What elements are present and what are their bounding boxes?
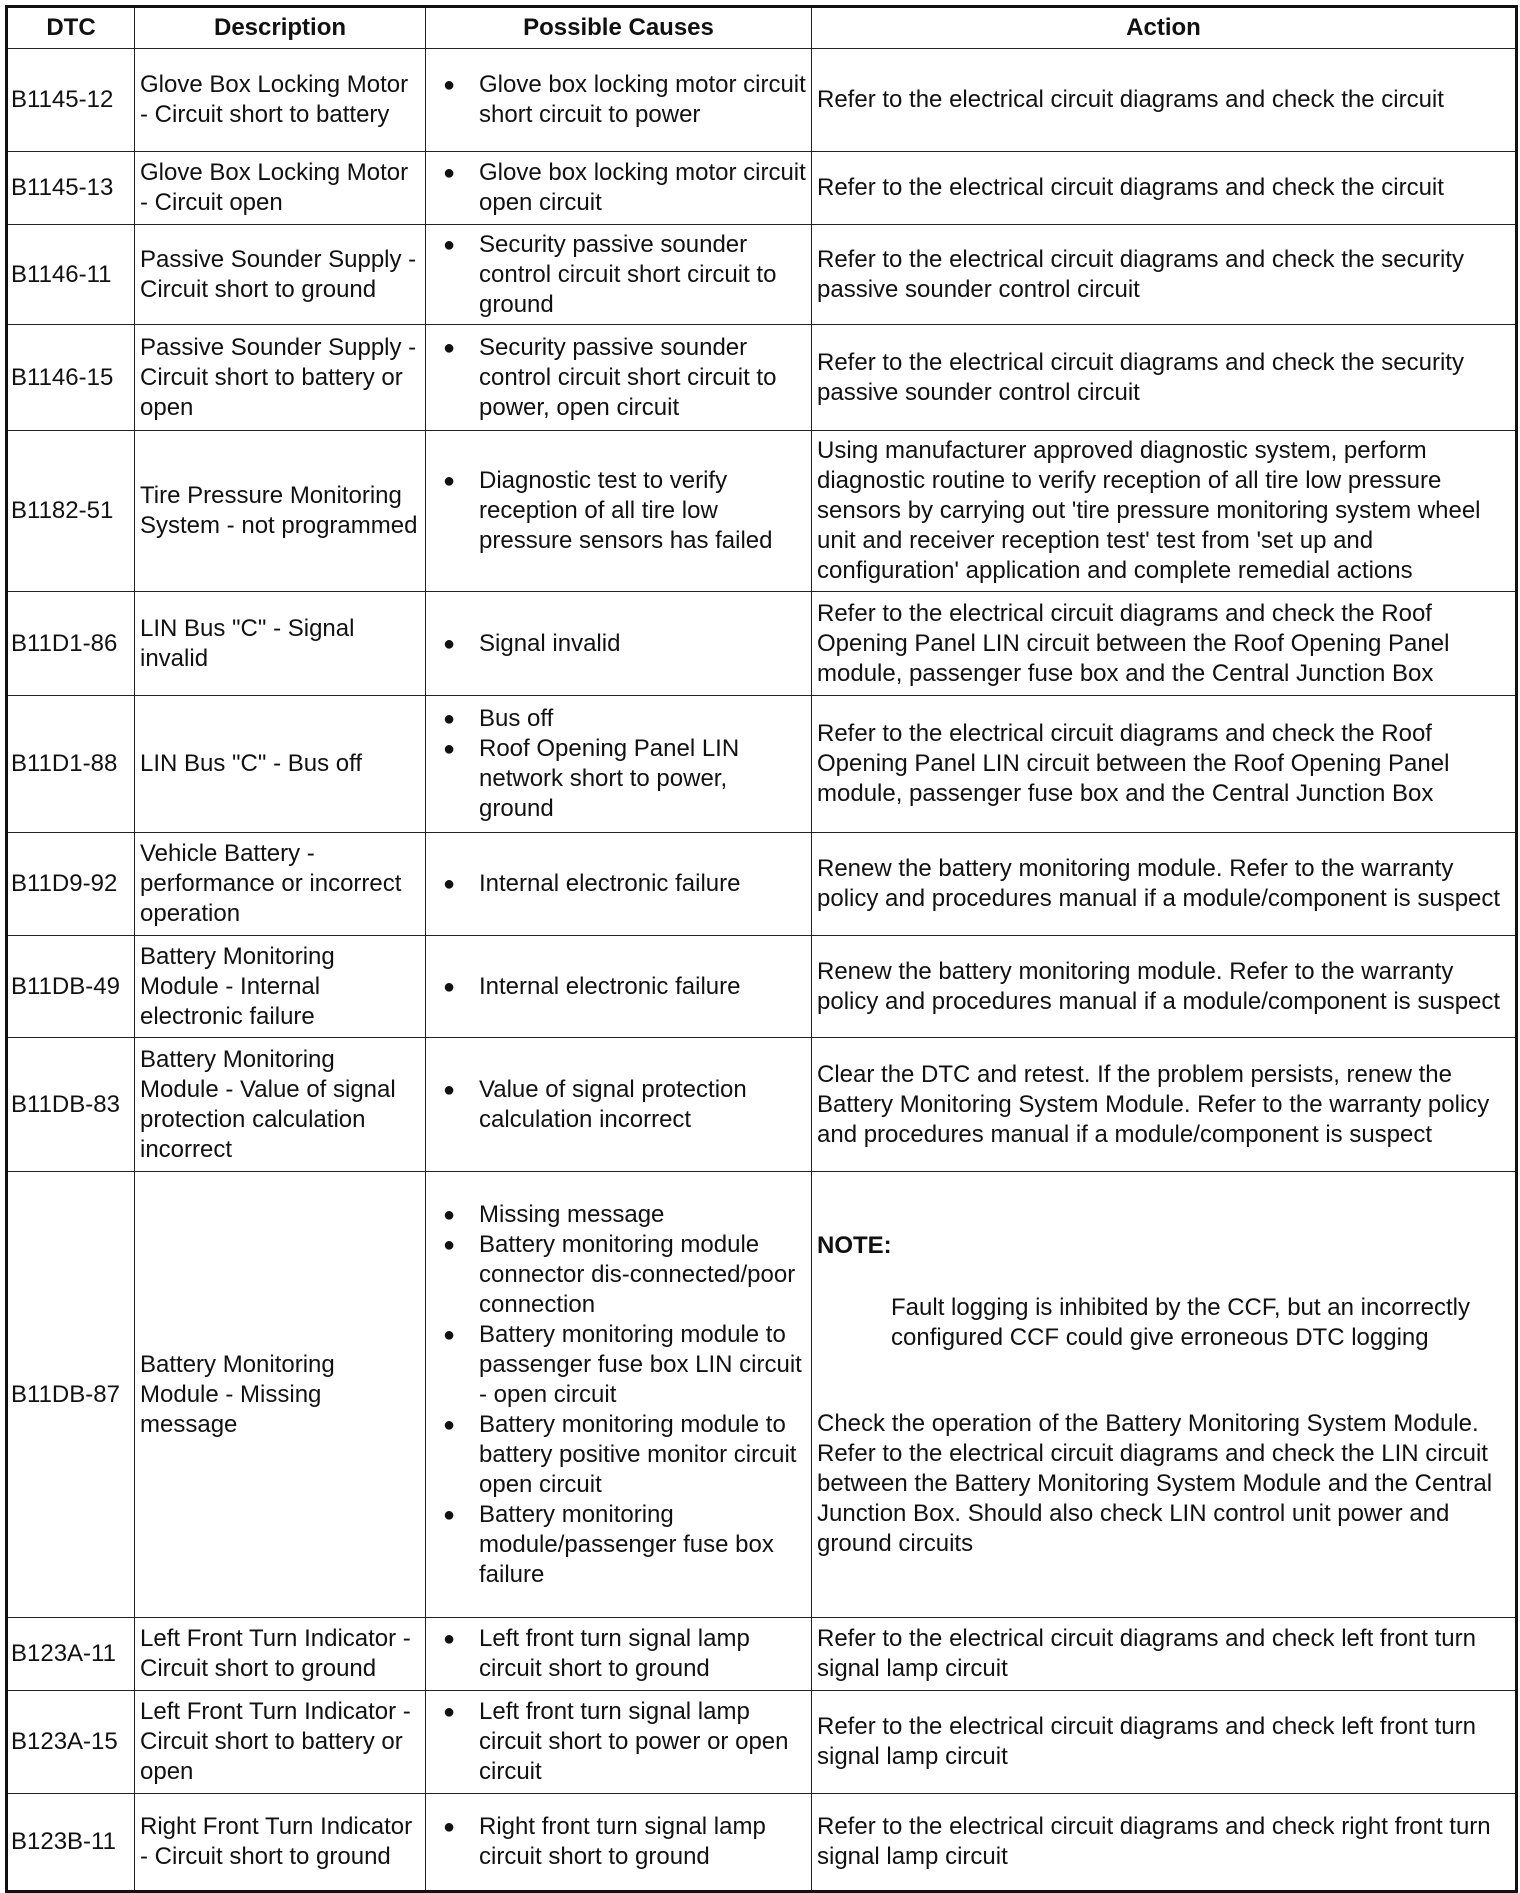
- causes-list: [431, 869, 806, 899]
- action-cell: [812, 592, 1517, 696]
- description-cell: Left Front Turn Indicator - Circuit short to battery or open: [135, 1691, 426, 1794]
- cause-text: Left front turn signal lamp circuit short to power or open circuit: [479, 1698, 789, 1785]
- bullet-icon: ●: [443, 1628, 456, 1650]
- bullet-icon: ●: [443, 1413, 456, 1436]
- cause-item: [443, 1230, 806, 1320]
- action-cell: [812, 936, 1517, 1038]
- action-text: Renew the battery monitoring module. Refer to the warranty policy and procedures manual if a module/component is suspect: [817, 855, 1501, 912]
- description-cell: Glove Box Locking Motor - Circuit open: [135, 152, 426, 225]
- dtc-code: B11DB-87: [7, 1172, 135, 1618]
- causes-cell: [426, 225, 812, 325]
- cause-text: Battery monitoring module to passenger fuse box LIN circuit - open circuit: [479, 1320, 802, 1408]
- description-cell: Left Front Turn Indicator - Circuit short to ground: [135, 1618, 426, 1691]
- action-text: Check the operation of the Battery Monitoring System Module. Refer to the electrical circuit diagrams and check the LIN circuit between the Battery Monitoring System Module and the Central Junction Box. Should also check LIN control unit power and ground circuits: [817, 1409, 1493, 1557]
- dtc-table: [5, 5, 1518, 1893]
- note-label: NOTE:: [817, 1231, 892, 1259]
- causes-cell: [426, 431, 812, 592]
- table-row: [7, 1794, 1517, 1892]
- dtc-code: B123B-11: [7, 1794, 135, 1892]
- bullet-icon: ●: [443, 975, 456, 998]
- cause-text: Security passive sounder control circuit short circuit to power, open circuit: [479, 333, 777, 421]
- action-cell: [812, 696, 1517, 833]
- cause-item: [443, 230, 806, 320]
- causes-cell: [426, 592, 812, 696]
- bullet-icon: ●: [443, 1816, 456, 1838]
- action-cell: [812, 1691, 1517, 1794]
- cause-text: Diagnostic test to verify reception of all tire low pressure sensors has failed: [479, 467, 773, 554]
- cause-item: [443, 1697, 806, 1787]
- dtc-code: B11DB-83: [7, 1038, 135, 1172]
- bullet-icon: ●: [443, 708, 456, 730]
- table-row: [7, 225, 1517, 325]
- causes-list: [431, 972, 806, 1002]
- cause-item: [443, 1624, 806, 1684]
- causes-list: [431, 1812, 806, 1872]
- action-cell: [812, 325, 1517, 431]
- cause-item: [443, 869, 806, 899]
- cause-text: Value of signal protection calculation incorrect: [479, 1075, 747, 1133]
- table-row: [7, 833, 1517, 936]
- cause-text: Security passive sounder control circuit short circuit to ground: [479, 230, 777, 318]
- bullet-icon: ●: [443, 233, 456, 256]
- dtc-code: B1145-12: [7, 49, 135, 152]
- causes-list: [431, 1200, 806, 1590]
- cause-text: Internal electronic failure: [479, 870, 741, 897]
- cause-item: [443, 333, 806, 423]
- table-row: [7, 1172, 1517, 1618]
- description-cell: Passive Sounder Supply - Circuit short to ground: [135, 225, 426, 325]
- cause-text: Glove box locking motor circuit open circuit: [479, 159, 806, 216]
- dtc-code: B1146-15: [7, 325, 135, 431]
- causes-cell: [426, 152, 812, 225]
- description-cell: Battery Monitoring Module - Internal electronic failure: [135, 936, 426, 1038]
- cause-item: [443, 158, 806, 218]
- action-cell: [812, 49, 1517, 152]
- table-row: [7, 49, 1517, 152]
- action-text: Clear the DTC and retest. If the problem persists, renew the Battery Monitoring System Module. Refer to the warranty policy and procedures manual if a module/component is suspect: [817, 1060, 1490, 1148]
- bullet-icon: ●: [443, 1503, 456, 1526]
- causes-list: [431, 230, 806, 320]
- action-text: Refer to the electrical circuit diagrams and check the circuit: [817, 86, 1444, 113]
- action-cell: [812, 833, 1517, 936]
- causes-list: [431, 704, 806, 824]
- header-possible-causes: Possible Causes: [426, 7, 812, 49]
- action-text: Refer to the electrical circuit diagrams and check right front turn signal lamp circuit: [817, 1813, 1491, 1870]
- bullet-icon: ●: [443, 1323, 456, 1346]
- description-cell: LIN Bus "C" - Bus off: [135, 696, 426, 833]
- header-row: [7, 7, 1517, 49]
- header-action: Action: [812, 7, 1517, 49]
- causes-cell: [426, 833, 812, 936]
- note-text: Fault logging is inhibited by the CCF, but an incorrectly configured CCF could give erroneous DTC logging: [891, 1293, 1470, 1351]
- description-cell: Battery Monitoring Module - Missing message: [135, 1172, 426, 1618]
- causes-cell: [426, 696, 812, 833]
- bullet-icon: ●: [443, 1233, 456, 1256]
- cause-text: Battery monitoring module connector dis-connected/poor connection: [479, 1230, 796, 1318]
- bullet-icon: ●: [443, 873, 456, 895]
- causes-cell: [426, 1691, 812, 1794]
- action-cell: [812, 1038, 1517, 1172]
- dtc-code: B1145-13: [7, 152, 135, 225]
- header-description: Description: [135, 7, 426, 49]
- causes-list: [431, 1697, 806, 1787]
- cause-item: [443, 972, 806, 1002]
- action-cell: [812, 1172, 1517, 1618]
- cause-text: Right front turn signal lamp circuit short to ground: [479, 1813, 766, 1870]
- dtc-code: B11DB-49: [7, 936, 135, 1038]
- causes-list: [431, 466, 806, 556]
- action-cell: [812, 1618, 1517, 1691]
- cause-item: [443, 629, 806, 659]
- action-text: Using manufacturer approved diagnostic system, perform diagnostic routine to verify reception of all tire low pressure sensors by carrying out 'tire pressure monitoring system wheel unit and receiver reception test' test from 'set up and configuration' application and complete remedial actions: [817, 437, 1481, 584]
- table-row: [7, 152, 1517, 225]
- bullet-icon: ●: [443, 1203, 456, 1226]
- causes-list: [431, 1624, 806, 1684]
- table-row: [7, 592, 1517, 696]
- cause-item: [443, 1075, 806, 1135]
- cause-text: Internal electronic failure: [479, 972, 741, 1000]
- description-cell: Right Front Turn Indicator - Circuit short to ground: [135, 1794, 426, 1892]
- causes-cell: [426, 49, 812, 152]
- cause-item: [443, 1500, 806, 1590]
- causes-cell: [426, 1618, 812, 1691]
- action-text: Refer to the electrical circuit diagrams and check the security passive sounder control circuit: [817, 245, 1464, 303]
- action-text: Refer to the electrical circuit diagrams and check the circuit: [817, 174, 1444, 201]
- cause-item: [443, 466, 806, 556]
- dtc-code: B11D1-88: [7, 696, 135, 833]
- action-cell: [812, 431, 1517, 592]
- table-row: [7, 1038, 1517, 1172]
- cause-text: Missing message: [479, 1200, 665, 1228]
- table-row: [7, 431, 1517, 592]
- causes-list: [431, 158, 806, 218]
- cause-text: Roof Opening Panel LIN network short to power, ground: [479, 735, 740, 822]
- cause-item: [443, 704, 806, 734]
- dtc-code: B11D9-92: [7, 833, 135, 936]
- action-text: Refer to the electrical circuit diagrams and check left front turn signal lamp circuit: [817, 1713, 1476, 1770]
- description-cell: Vehicle Battery - performance or incorrect operation: [135, 833, 426, 936]
- cause-item: [443, 734, 806, 824]
- causes-cell: [426, 1794, 812, 1892]
- table-row: [7, 936, 1517, 1038]
- cause-item: [443, 70, 806, 130]
- table-row: [7, 696, 1517, 833]
- bullet-icon: ●: [443, 336, 456, 359]
- description-cell: Glove Box Locking Motor - Circuit short to battery: [135, 49, 426, 152]
- bullet-icon: ●: [443, 632, 456, 655]
- action-cell: [812, 152, 1517, 225]
- causes-list: [431, 629, 806, 659]
- action-text: Refer to the electrical circuit diagrams and check left front turn signal lamp circuit: [817, 1625, 1476, 1682]
- cause-text: Signal invalid: [479, 629, 621, 657]
- causes-list: [431, 1075, 806, 1135]
- bullet-icon: ●: [443, 162, 456, 184]
- action-text: Refer to the electrical circuit diagrams and check the Roof Opening Panel LIN circuit between the Roof Opening Panel module, passenger fuse box and the Central Junction Box: [817, 720, 1450, 807]
- cause-text: Battery monitoring module/passenger fuse box failure: [479, 1500, 774, 1588]
- causes-list: [431, 70, 806, 130]
- action-text: Refer to the electrical circuit diagrams and check the security passive sounder control circuit: [817, 348, 1464, 406]
- description-cell: Tire Pressure Monitoring System - not programmed: [135, 431, 426, 592]
- causes-cell: [426, 1038, 812, 1172]
- dtc-code: B1146-11: [7, 225, 135, 325]
- cause-item: [443, 1320, 806, 1410]
- cause-text: Glove box locking motor circuit short circuit to power: [479, 71, 806, 128]
- cause-item: [443, 1200, 806, 1230]
- cause-text: Battery monitoring module to battery positive monitor circuit open circuit: [479, 1410, 797, 1498]
- dtc-code: B123A-11: [7, 1618, 135, 1691]
- causes-cell: [426, 325, 812, 431]
- bullet-icon: ●: [443, 470, 456, 492]
- table-row: [7, 1618, 1517, 1691]
- header-dtc: DTC: [7, 7, 135, 49]
- dtc-code: B11D1-86: [7, 592, 135, 696]
- causes-cell: [426, 1172, 812, 1618]
- table-row: [7, 325, 1517, 431]
- bullet-icon: ●: [443, 74, 456, 96]
- description-cell: LIN Bus "C" - Signal invalid: [135, 592, 426, 696]
- action-text: Renew the battery monitoring module. Refer to the warranty policy and procedures manual if a module/component is suspect: [817, 957, 1501, 1015]
- bullet-icon: ●: [443, 1078, 456, 1101]
- action-cell: [812, 1794, 1517, 1892]
- table-row: [7, 1691, 1517, 1794]
- causes-cell: [426, 936, 812, 1038]
- cause-item: [443, 1812, 806, 1872]
- bullet-icon: ●: [443, 738, 456, 760]
- dtc-code: B1182-51: [7, 431, 135, 592]
- bullet-icon: ●: [443, 1701, 456, 1723]
- description-cell: Passive Sounder Supply - Circuit short to battery or open: [135, 325, 426, 431]
- cause-item: [443, 1410, 806, 1500]
- cause-text: Left front turn signal lamp circuit short to ground: [479, 1625, 750, 1682]
- causes-list: [431, 333, 806, 423]
- cause-text: Bus off: [479, 705, 554, 732]
- action-cell: [812, 225, 1517, 325]
- dtc-code: B123A-15: [7, 1691, 135, 1794]
- action-text: Refer to the electrical circuit diagrams and check the Roof Opening Panel LIN circuit between the Roof Opening Panel module, passenger fuse box and the Central Junction Box: [817, 599, 1450, 687]
- description-cell: Battery Monitoring Module - Value of signal protection calculation incorrect: [135, 1038, 426, 1172]
